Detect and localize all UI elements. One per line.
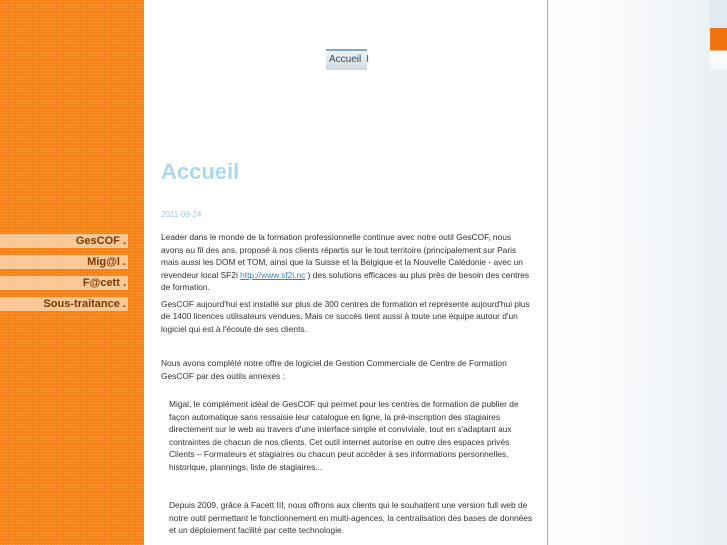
paragraph-offer: Nous avons complété notre offre de logiciel de Gestion Commerciale de Centre de Formation GesCOF par des outils annexes : [161, 358, 507, 381]
menu-separator: I [366, 54, 370, 65]
accueil-menu-label: Accueil [329, 54, 362, 65]
paragraph-migal: Migal, le complément idéal de GesCOF qui permet pour les centres de formation de publier de façon automatique sans ressaisie leur catalogue en ligne, la pré-inscription des stagiaires directement sur le web au travers d'une interface simple et conviviale, tout en s'adaptant aux contraintes de chacun de nos clients. Cet outil internet autorise en outre des espaces privés Clients – Formateurs et stagiaires ou chacun peut accéder à ses informations personnelles, historique, plannings, liste de stagiaires... [169, 399, 519, 472]
intro-text-after: ) des solutions efficaces au plus près de besoin des centres de formation. [161, 269, 530, 292]
sf2i-link[interactable]: http://www.sf2i.nc [240, 269, 306, 280]
corner-decoration [710, 0, 727, 70]
nav-item-migal[interactable]: Mig@l . [0, 255, 128, 269]
article-body [161, 231, 533, 541]
accueil-menu-button[interactable] [326, 49, 370, 70]
nav-item-facett[interactable]: F@cett . [0, 276, 128, 290]
page-title: Accueil [161, 159, 240, 184]
paragraph-stats: GesCOF aujourd'hui est installé sur plus de 300 centres de formation et représente aujourd'hui plus de 1400 licences utilisateurs vendues. Mais ce succès tient aussi à toute une équipe autour d'un logiciel qui est à l'écoute de ses clients. [161, 298, 530, 334]
paragraph-facett: Depuis 2009, grâce à Facett III, nous offrons aux clients qui le souhaitent une version full web de notre outil permettant le fonctionnement en multi-agences, la centralisation des bases de données et un déploiement facilité par cette technologie. [169, 500, 533, 535]
tools-list [161, 398, 533, 537]
nav-item-gescof[interactable]: GesCOF . [0, 234, 128, 248]
nav-item-sous-traitance[interactable]: Sous-traitance . [0, 297, 128, 311]
sidebar-nav [0, 234, 128, 318]
right-strip [548, 0, 727, 545]
paragraph-intro [161, 231, 533, 294]
intro-text-before: Leader dans le monde de la formation professionnelle continue avec notre outil GesCOF, nous avons au fil des ans, proposé à nos clients répartis sur le tout territoire (principalement sur Paris mais aussi les DOM et TOM, ainsi que la Suisse et la Belgique et la Nouvelle Calédonie - avec un revendeur local SF2i [161, 232, 523, 280]
left-sidebar [0, 0, 144, 545]
post-date: 2011-09-24 [161, 210, 202, 219]
